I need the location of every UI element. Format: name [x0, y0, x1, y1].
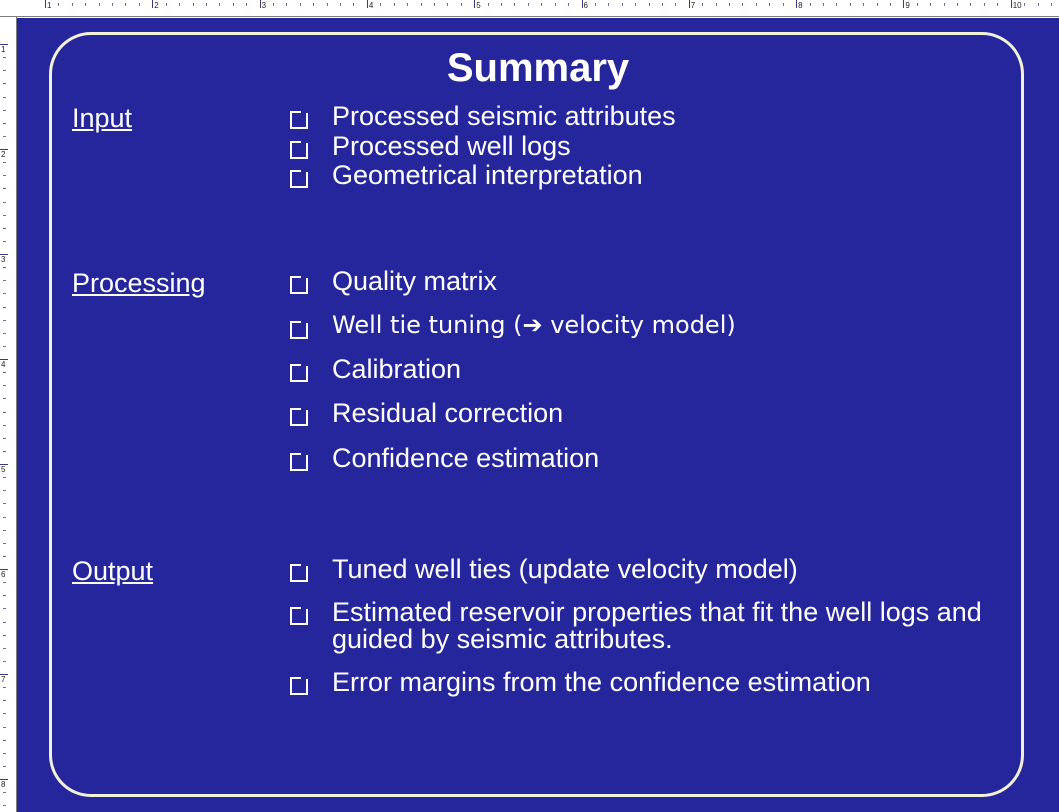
ruler-tick-minor	[3, 792, 6, 793]
bullet-list-processing	[290, 268, 1015, 489]
ruler-tick-minor	[273, 3, 274, 6]
bullet-list-input	[290, 103, 1015, 192]
square-bullet-icon	[290, 453, 308, 471]
ruler-tick-minor	[434, 3, 435, 6]
slide-title[interactable]: Summary	[446, 46, 630, 90]
ruler-tick-minor	[622, 3, 623, 6]
bullet-list-output	[290, 556, 1015, 711]
square-bullet-icon	[290, 364, 308, 382]
ruler-tick-minor	[608, 3, 609, 6]
ruler-tick-minor	[461, 3, 462, 6]
ruler-label: 2	[1, 150, 6, 159]
ruler-tick-minor	[3, 556, 6, 557]
ruler-tick-minor	[662, 3, 663, 6]
square-bullet-icon	[290, 408, 308, 426]
ruler-tick-minor	[877, 3, 878, 6]
ruler-tick	[689, 0, 690, 8]
ruler-tick-minor	[675, 3, 676, 6]
ruler-tick-minor	[514, 3, 515, 6]
ruler-tick-minor	[3, 320, 6, 321]
ruler-tick-minor	[3, 661, 6, 662]
ruler-tick-minor	[447, 3, 448, 6]
ruler-tick-minor	[3, 267, 6, 268]
ruler-label: 10	[1012, 1, 1022, 10]
ruler-tick-minor	[568, 3, 569, 6]
list-item-label: Estimated reservoir properties that fit the well logs and guided by seismic attributes.	[332, 596, 982, 655]
ruler-tick-minor	[3, 398, 6, 399]
ruler-tick-minor	[3, 451, 6, 452]
ruler-label: 8	[798, 1, 803, 10]
ruler-tick-minor	[72, 3, 73, 6]
ruler-tick-minor	[3, 293, 6, 294]
ruler-tick-minor	[3, 727, 6, 728]
section-label-processing[interactable]: Processing	[72, 268, 206, 298]
ruler-tick-minor	[340, 3, 341, 6]
ruler-tick-minor	[3, 215, 6, 216]
square-bullet-icon	[290, 677, 308, 695]
ruler-label: 7	[690, 1, 696, 10]
ruler-tick-minor	[3, 175, 6, 176]
ruler-tick-minor	[3, 241, 6, 242]
ruler-tick-minor	[3, 57, 6, 58]
ruler-tick-minor	[286, 3, 287, 6]
ruler-tick-minor	[394, 3, 395, 6]
list-item-label: Geometrical interpretation	[332, 160, 643, 191]
ruler-tick-minor	[300, 3, 301, 6]
ruler-tick-minor	[85, 3, 86, 6]
ruler-tick-minor	[729, 3, 730, 6]
ruler-tick-minor	[930, 3, 931, 6]
ruler-tick-minor	[3, 228, 6, 229]
ruler-tick	[260, 0, 261, 8]
ruler-tick-minor	[702, 3, 703, 6]
ruler-tick	[582, 0, 583, 8]
list-item-label: Residual correction	[332, 398, 564, 429]
ruler-tick-minor	[3, 753, 6, 754]
ruler-tick-minor	[635, 3, 636, 6]
ruler-tick-minor	[836, 3, 837, 6]
ruler-label: 4	[1, 360, 6, 369]
section-label-output[interactable]: Output	[72, 556, 154, 586]
ruler-tick-minor	[3, 622, 6, 623]
ruler-label: 5	[1, 465, 6, 474]
ruler-tick-minor	[984, 3, 985, 6]
ruler-tick-minor	[3, 648, 6, 649]
ruler-tick-minor	[179, 3, 180, 6]
ruler-label: 2	[154, 1, 159, 10]
ruler-tick-minor	[1051, 3, 1052, 6]
ruler-tick-minor	[1024, 3, 1025, 6]
ruler-tick	[474, 0, 475, 8]
ruler-tick-minor	[944, 3, 945, 6]
ruler-label: 4	[368, 1, 374, 10]
list-item-label: Processed well logs	[332, 130, 571, 161]
list-item[interactable]	[290, 162, 1015, 190]
list-item[interactable]	[290, 310, 1015, 339]
ruler-tick-minor	[246, 3, 247, 6]
ruler-tick-minor	[407, 3, 408, 6]
ruler-tick-minor	[742, 3, 743, 6]
ruler-tick-minor	[3, 503, 6, 504]
slide-surface[interactable]	[17, 18, 1059, 812]
ruler-label: 7	[1, 675, 6, 684]
ruler-tick-minor	[970, 3, 971, 6]
ruler-tick-minor	[3, 188, 6, 189]
square-bullet-icon	[290, 111, 308, 129]
ruler-tick-minor	[3, 123, 6, 124]
ruler-tick-minor	[353, 3, 354, 6]
list-item-label: Well tie tuning (➔ velocity model)	[332, 310, 736, 339]
ruler-tick	[1011, 0, 1012, 8]
ruler-tick-minor	[890, 3, 891, 6]
ruler-tick-minor	[3, 346, 6, 347]
list-item-label: Confidence estimation	[332, 442, 600, 473]
ruler-tick-minor	[541, 3, 542, 6]
ruler-tick-minor	[488, 3, 489, 6]
list-item[interactable]	[290, 442, 1015, 473]
ruler-label: 9	[905, 1, 910, 10]
list-item-label: Processed seismic attributes	[332, 101, 676, 131]
ruler-tick-minor	[3, 687, 6, 688]
ruler-tick-minor	[716, 3, 717, 6]
section-label-input[interactable]: Input	[72, 103, 133, 133]
list-item[interactable]	[290, 130, 1015, 161]
ruler-tick-minor	[501, 3, 502, 6]
list-item[interactable]	[290, 666, 1015, 697]
ruler-tick-minor	[166, 3, 167, 6]
ruler-tick-minor	[139, 3, 140, 6]
ruler-tick-minor	[997, 3, 998, 6]
square-bullet-icon	[290, 564, 308, 582]
ruler-tick-minor	[3, 97, 6, 98]
ruler-tick-minor	[327, 3, 328, 6]
ruler-tick-minor	[3, 372, 6, 373]
ruler-tick	[367, 0, 368, 8]
ruler-tick-minor	[3, 608, 6, 609]
ruler-tick-minor	[3, 805, 6, 806]
ruler-tick-minor	[3, 162, 6, 163]
ruler-tick	[796, 0, 797, 8]
list-item[interactable]	[290, 556, 1015, 584]
ruler-tick-minor	[421, 3, 422, 6]
ruler-tick-minor	[3, 83, 6, 84]
ruler-tick-minor	[3, 202, 6, 203]
ruler-tick	[45, 0, 46, 8]
ruler-tick-minor	[649, 3, 650, 6]
ruler-tick-minor	[528, 3, 529, 6]
ruler-tick-minor	[58, 3, 59, 6]
ruler-tick-minor	[3, 333, 6, 334]
ruler-tick-minor	[555, 3, 556, 6]
ruler-tick-minor	[957, 3, 958, 6]
ruler-tick-minor	[3, 307, 6, 308]
ruler-tick-minor	[3, 713, 6, 714]
ruler-tick-minor	[3, 110, 6, 111]
list-item-label: Calibration	[332, 353, 462, 384]
ruler-tick-minor	[3, 490, 6, 491]
list-item[interactable]	[290, 596, 1015, 655]
ruler-tick-minor	[1038, 3, 1039, 6]
ruler-tick-minor	[99, 3, 100, 6]
ruler-tick-minor	[3, 438, 6, 439]
ruler-label: 3	[1, 255, 6, 264]
ruler-tick-minor	[3, 477, 6, 478]
ruler-tick-minor	[380, 3, 381, 6]
square-bullet-icon	[290, 276, 308, 294]
ruler-tick-minor	[3, 530, 6, 531]
ruler-label: 1	[1, 45, 6, 54]
ruler-tick-minor	[3, 595, 6, 596]
ruler-label: 5	[476, 1, 481, 10]
ruler-tick-minor	[3, 582, 6, 583]
ruler-tick-minor	[3, 740, 6, 741]
list-item-label: Quality matrix	[332, 266, 498, 296]
ruler-tick-minor	[823, 3, 824, 6]
ruler-tick-minor	[810, 3, 811, 6]
ruler-label: 6	[583, 1, 588, 10]
horizontal-ruler[interactable]	[0, 0, 1059, 17]
ruler-tick-minor	[313, 3, 314, 6]
ruler-tick	[903, 0, 904, 8]
ruler-tick-minor	[125, 3, 126, 6]
vertical-ruler[interactable]	[0, 17, 17, 812]
ruler-tick-minor	[783, 3, 784, 6]
list-item-label: Tuned well ties (update velocity model)	[332, 554, 798, 584]
ruler-tick-minor	[756, 3, 757, 6]
ruler-tick	[152, 0, 153, 8]
ruler-tick-minor	[112, 3, 113, 6]
square-bullet-icon	[290, 321, 308, 339]
ruler-tick-minor	[3, 543, 6, 544]
ruler-tick-minor	[3, 517, 6, 518]
ruler-tick-minor	[3, 385, 6, 386]
list-item[interactable]	[290, 400, 1015, 428]
ruler-label: 1	[47, 1, 52, 10]
ruler-tick-minor	[3, 70, 6, 71]
ruler-tick-minor	[917, 3, 918, 6]
ruler-tick-minor	[3, 280, 6, 281]
ruler-tick-minor	[233, 3, 234, 6]
ruler-tick-minor	[595, 3, 596, 6]
list-item[interactable]	[290, 268, 1015, 296]
square-bullet-icon	[290, 141, 308, 159]
list-item[interactable]	[290, 353, 1015, 384]
ruler-label: 3	[261, 1, 267, 10]
ruler-tick-minor	[3, 700, 6, 701]
ruler-tick-minor	[219, 3, 220, 6]
square-bullet-icon	[290, 607, 308, 625]
ruler-tick-minor	[206, 3, 207, 6]
ruler-tick-minor	[769, 3, 770, 6]
ruler-tick-minor	[3, 136, 6, 137]
ruler-label: 6	[1, 570, 6, 579]
ruler-label: 8	[1, 780, 6, 789]
ruler-tick-minor	[3, 635, 6, 636]
ruler-tick-minor	[193, 3, 194, 6]
list-item-label: Error margins from the confidence estimation	[332, 666, 871, 697]
list-item[interactable]	[290, 103, 1015, 131]
ruler-tick-minor	[3, 766, 6, 767]
ruler-tick-minor	[850, 3, 851, 6]
ruler-tick-minor	[3, 425, 6, 426]
square-bullet-icon	[290, 170, 308, 188]
ruler-tick-minor	[863, 3, 864, 6]
ruler-tick-minor	[3, 412, 6, 413]
